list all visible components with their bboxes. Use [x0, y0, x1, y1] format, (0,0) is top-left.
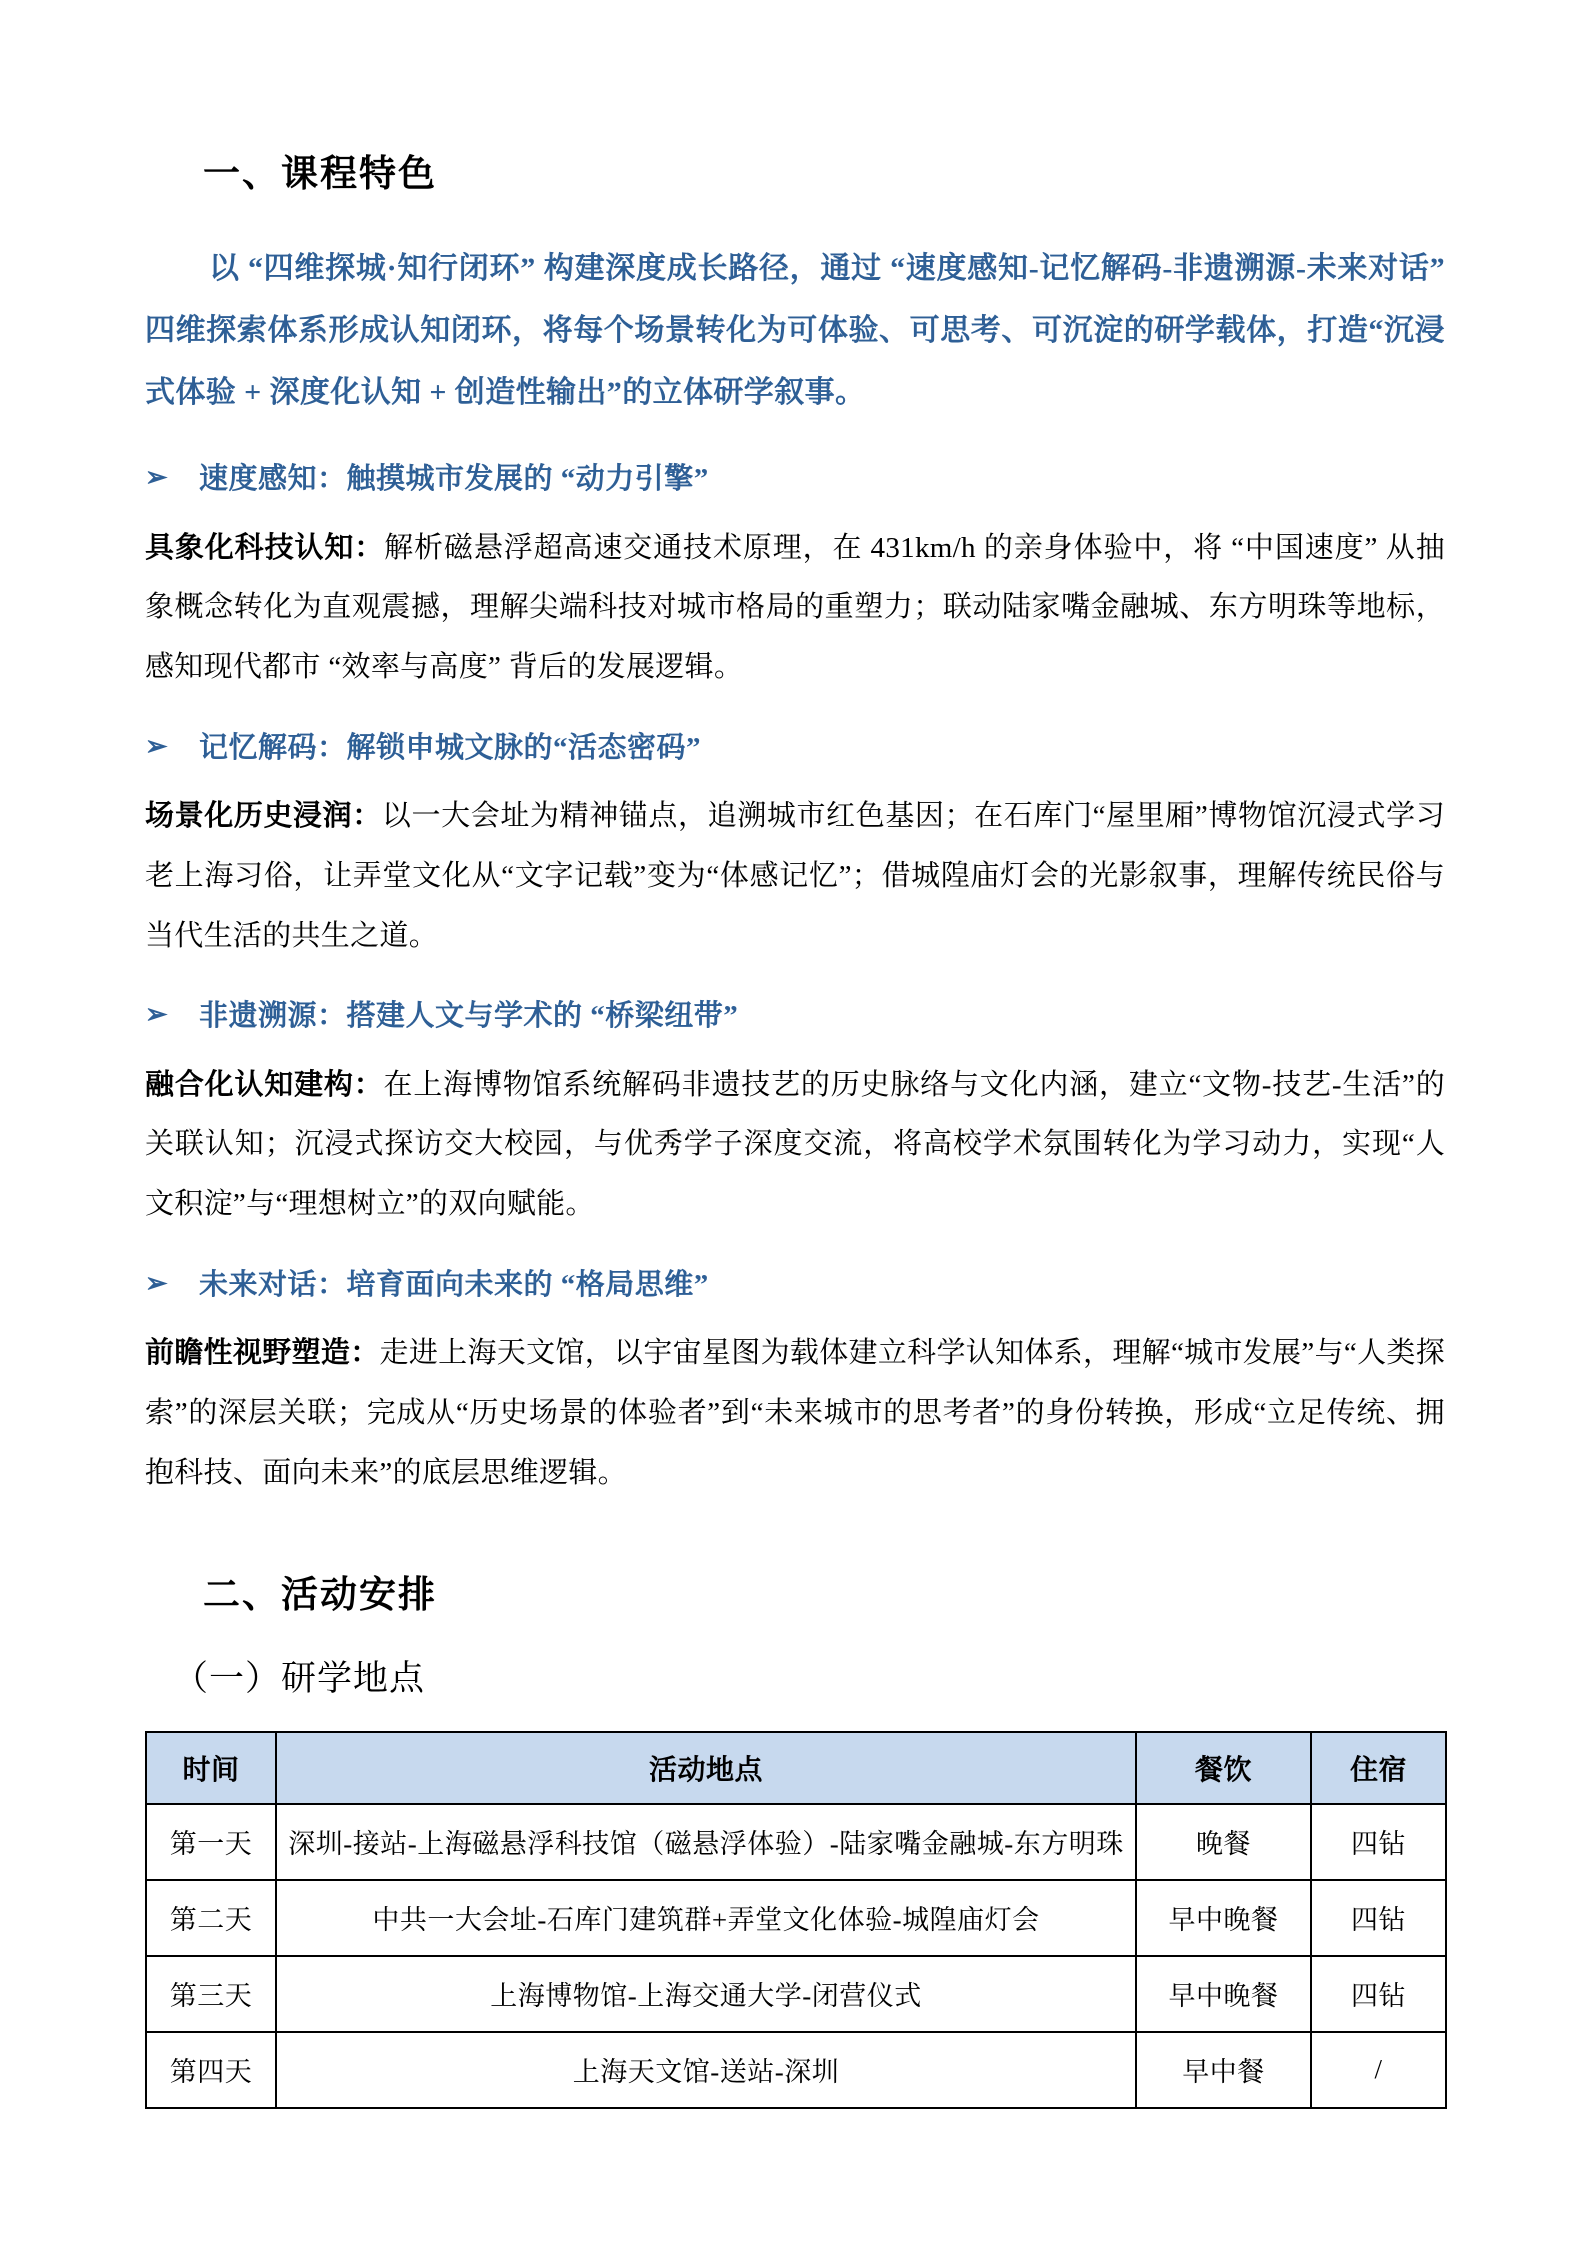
- bullet-item-4-label: 未来对话：培育面向未来的 “格局思维”: [199, 1268, 709, 1301]
- bullet-item-1-label: 速度感知：触摸城市发展的 “动力引擎”: [199, 463, 709, 496]
- cell-place: 上海天文馆-送站-深圳: [276, 2032, 1136, 2108]
- section-1-intro-paragraph: 以 “四维探城·知行闭环” 构建深度成长路径，通过 “速度感知-记忆解码-非遗溯源-未来对话” 四维探索体系形成认知闭环，将每个场景转化为可体验、可思考、可沉淀的研学载体，打造“沉浸式体验 + 深度化认知 + 创造性输出”的立体研学叙事。: [145, 251, 1445, 409]
- bullet-item-4: [145, 1261, 1445, 1310]
- bullet-item-3: [145, 992, 1445, 1041]
- cell-meal: 早中晚餐: [1136, 1880, 1311, 1956]
- bullet-arrow-icon: ➢: [145, 462, 169, 493]
- table-row: [146, 1880, 1446, 1956]
- table-row: [146, 1804, 1446, 1880]
- cell-stay: 四钻: [1311, 1956, 1446, 2032]
- bullet-arrow-icon: ➢: [145, 1267, 169, 1298]
- body-paragraph-3: [145, 1056, 1445, 1235]
- cell-meal: 早中晚餐: [1136, 1956, 1311, 2032]
- bullet-item-1: [145, 455, 1445, 504]
- table-header-row: [146, 1732, 1446, 1804]
- bullet-arrow-icon: ➢: [145, 730, 169, 761]
- body-paragraph-4-text: 走进上海天文馆，以宇宙星图为载体建立科学认知体系，理解“城市发展”与“人类探索”的深层关联；完成从“历史场景的体验者”到“未来城市的思考者”的身份转换，形成“立足传统、拥抱科技、面向未来”的底层思维逻辑。: [145, 1337, 1445, 1489]
- table-header-time: 时间: [146, 1732, 276, 1804]
- cell-stay: 四钻: [1311, 1880, 1446, 1956]
- bullet-item-2-label: 记忆解码：解锁申城文脉的“活态密码”: [199, 731, 702, 764]
- table-header-place: 活动地点: [276, 1732, 1136, 1804]
- table-header-meal: 餐饮: [1136, 1732, 1311, 1804]
- cell-day: 第二天: [146, 1880, 276, 1956]
- cell-day: 第四天: [146, 2032, 276, 2108]
- schedule-table: [145, 1731, 1447, 2109]
- body-paragraph-2-lead: 场景化历史浸润：: [145, 800, 382, 833]
- section-2-subheading: （一）研学地点: [173, 1659, 426, 1699]
- body-paragraph-2: [145, 787, 1445, 966]
- cell-day: 第三天: [146, 1956, 276, 2032]
- cell-stay: /: [1311, 2032, 1446, 2108]
- bullet-item-2: [145, 724, 1445, 773]
- cell-day: 第一天: [146, 1804, 276, 1880]
- bullet-item-3-label: 非遗溯源：搭建人文与学术的 “桥梁纽带”: [199, 1000, 739, 1033]
- section-1-heading: 一、课程特色: [203, 154, 437, 195]
- cell-place: 中共一大会址-石库门建筑群+弄堂文化体验-城隍庙灯会: [276, 1880, 1136, 1956]
- table-row: [146, 1956, 1446, 2032]
- cell-meal: 晚餐: [1136, 1804, 1311, 1880]
- body-paragraph-1-text: 解析磁悬浮超高速交通技术原理，在 431km/h 的亲身体验中，将 “中国速度” 从抽象概念转化为直观震撼，理解尖端科技对城市格局的重塑力；联动陆家嘴金融城、东方明珠等地标，感知现代都市 “效率与高度” 背后的发展逻辑。: [145, 531, 1445, 684]
- body-paragraph-3-lead: 融合化认知建构：: [145, 1068, 384, 1101]
- cell-place: 上海博物馆-上海交通大学-闭营仪式: [276, 1956, 1136, 2032]
- body-paragraph-1-lead: 具象化科技认知：: [145, 531, 385, 564]
- body-paragraph-1: [145, 519, 1445, 698]
- bullet-arrow-icon: ➢: [145, 999, 169, 1030]
- table-header-stay: 住宿: [1311, 1732, 1446, 1804]
- body-paragraph-4-lead: 前瞻性视野塑造：: [145, 1337, 380, 1370]
- body-paragraph-3-text: 在上海博物馆系统解码非遗技艺的历史脉络与文化内涵，建立“文物-技艺-生活”的关联认知；沉浸式探访交大校园，与优秀学子深度交流，将高校学术氛围转化为学习动力，实现“人文积淀”与“理想树立”的双向赋能。: [145, 1068, 1445, 1221]
- document-content: [145, 150, 1445, 2109]
- section-2-heading: 二、活动安排: [203, 1575, 437, 1617]
- cell-meal: 早中餐: [1136, 2032, 1311, 2108]
- table-row: [146, 2032, 1446, 2108]
- body-paragraph-4: [145, 1324, 1445, 1503]
- cell-place: 深圳-接站-上海磁悬浮科技馆（磁悬浮体验）-陆家嘴金融城-东方明珠: [276, 1804, 1136, 1880]
- cell-stay: 四钻: [1311, 1804, 1446, 1880]
- body-paragraph-2-text: 以一大会址为精神锚点，追溯城市红色基因；在石库门“屋里厢”博物馆沉浸式学习老上海习俗，让弄堂文化从“文字记载”变为“体感记忆”；借城隍庙灯会的光影叙事，理解传统民俗与当代生活的共生之道。: [145, 800, 1445, 952]
